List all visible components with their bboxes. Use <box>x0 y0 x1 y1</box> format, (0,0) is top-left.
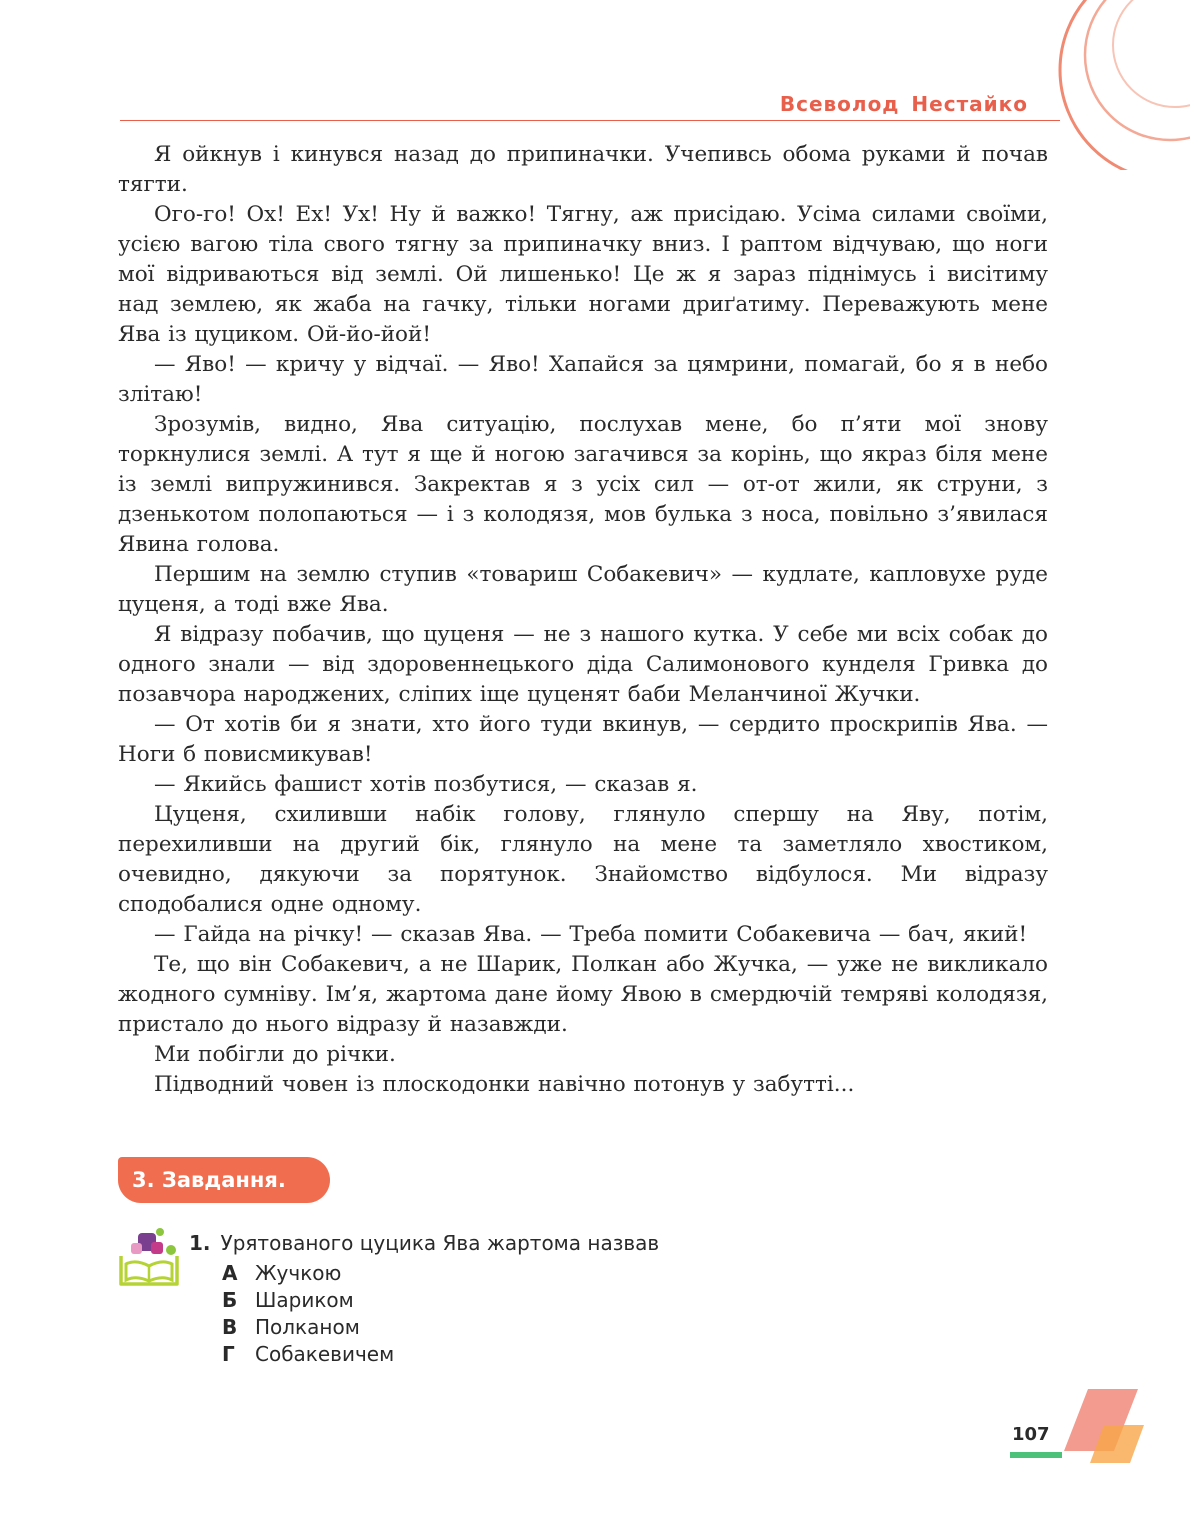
answer-option[interactable] <box>222 1314 394 1341</box>
option-text: Собакевичем <box>255 1342 395 1366</box>
story-paragraph: Зрозумів, видно, Ява ситуацію, послухав мене, бо п’яти мої знову торкнулися землі. А тут я ще й ногою загачився за корінь, що якраз біля мене із землі випружинився. Закректав я з усіх сил — от-от жили, як струни, з дзенькотом полопаються — і з колодязя, мов булька з носа, повільно з’явилася Явина голова. <box>118 412 1048 557</box>
answer-options <box>222 1260 394 1368</box>
story-paragraph: Я відразу побачив, що цуценя — не з нашого кутка. У себе ми всіх собак до одного знали — від здоровеннецького діда Салимонового кунделя Гривка до позавчора народжених, сліпих іще цуценят баби Меланчиної Жучки. <box>118 622 1048 707</box>
story-paragraph: — Яво! — кричу у відчаї. — Яво! Хапайся за цямрини, помагай, бо я в небо злітаю! <box>118 352 1048 407</box>
header-rule <box>120 120 1060 121</box>
story-paragraph: Цуценя, схиливши набік голову, глянуло спершу на Яву, потім, перехиливши на другий бік, глянуло на мене та заметляло хвостиком, очевидно, дякуючи за порятунок. Знайомство відбулося. Ми відразу сподобалися одне одному. <box>118 802 1048 917</box>
story-paragraph: Я ойкнув і кинувся назад до припиначки. Учепивсь обома руками й почав тягти. <box>118 142 1048 197</box>
story-paragraph: — Якийсь фашист хотів позбутися, — сказав я. <box>154 772 698 797</box>
question-text: Урятованого цуцика Ява жартома назвав <box>220 1231 660 1255</box>
story-paragraph: Ого-го! Ох! Ех! Ух! Ну й важко! Тягну, аж присідаю. Усіма силами своїми, усією вагою тіла свого тягну за припиначку вниз. І раптом відчуваю, що ноги мої відриваються від землі. Ой лишенько! Це ж я зараз піднімусь і висітиму над землею, як жаба на гачку, тільки ногами дриґатиму. Переважують мене Ява із цуциком. Ой-йо-йой! <box>118 202 1048 347</box>
story-paragraph: Ми побігли до річки. <box>154 1042 396 1067</box>
running-header-author: Всеволод Нестайко <box>779 92 1028 116</box>
page-number: 107 <box>1012 1424 1050 1445</box>
page-number-underline <box>1010 1452 1062 1458</box>
question-number: 1. <box>189 1231 211 1255</box>
story-paragraph: Першим на землю ступив «товариш Собакевич» — кудлате, капловухе руде цуценя, а тоді вже Ява. <box>118 562 1048 617</box>
section-title-badge: 3. Завдання. <box>118 1157 330 1203</box>
answer-option[interactable] <box>222 1341 394 1368</box>
option-text: Полканом <box>255 1315 360 1339</box>
story-text <box>118 140 1048 1100</box>
story-paragraph: Те, що він Собакевич, а не Шарик, Полкан або Жучка, — уже не викликало жодного сумніву. Ім’я, жартома дане йому Явою в смердючій темряві колодязя, пристало до нього відразу й назавжди. <box>118 952 1048 1037</box>
story-paragraph: Підводний човен із плоскодонки навічно потонув у забутті... <box>154 1072 855 1097</box>
answer-option[interactable] <box>222 1260 394 1287</box>
option-text: Шариком <box>255 1288 354 1312</box>
story-paragraph: — От хотів би я знати, хто його туди вкинув, — сердито проскрипів Ява. — Ноги б повисмикував! <box>118 712 1048 767</box>
task-question <box>189 1229 659 1257</box>
decorative-circles <box>1030 0 1190 170</box>
corner-decoration <box>1060 1385 1150 1465</box>
answer-option[interactable] <box>222 1287 394 1314</box>
option-letter: В <box>222 1315 238 1339</box>
option-letter: Б <box>222 1288 238 1312</box>
option-letter: Г <box>222 1342 235 1366</box>
story-paragraph: — Гайда на річку! — сказав Ява. — Треба помити Собакевича — бач, який! <box>154 922 1028 947</box>
option-text: Жучкою <box>255 1261 342 1285</box>
option-letter: А <box>222 1261 238 1285</box>
task-book-icon <box>118 1228 180 1290</box>
